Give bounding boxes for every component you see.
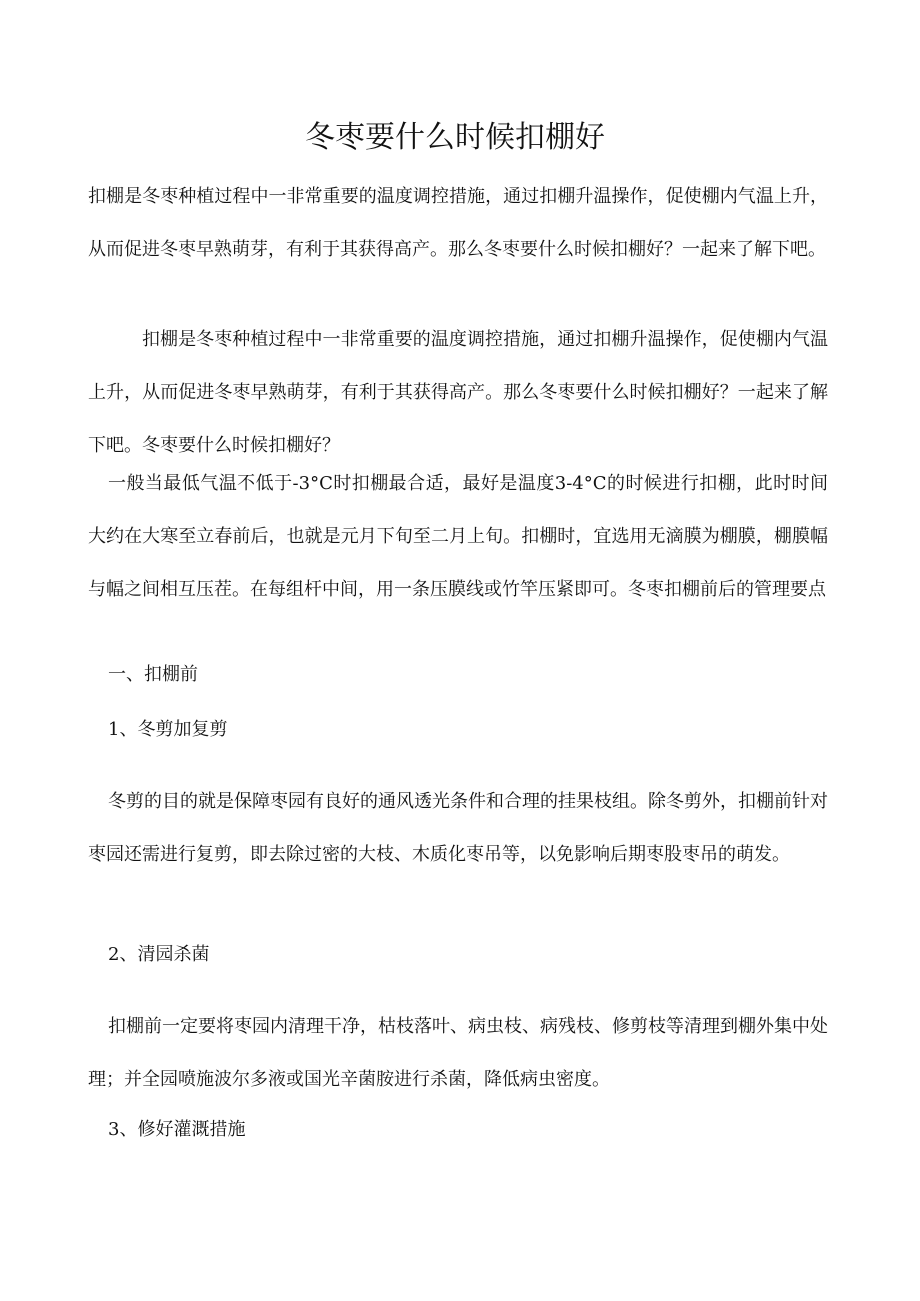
sanitation-paragraph: 扣棚前一定要将枣园内清理干净，枯枝落叶、病虫枝、病残枝、修剪枝等清理到棚外集中处理；并全园喷施波尔多液或国光辛菌胺进行杀菌，降低病虫密度。	[88, 1016, 828, 1090]
intro-paragraph: 扣棚是冬枣种植过程中一非常重要的温度调控措施，通过扣棚升温操作，促使棚内气温上升，从而促进冬枣早熟萌芽，有利于其获得高产。那么冬枣要什么时候扣棚好？一起来了解下吧。	[88, 186, 828, 260]
step-heading-pruning: 1、冬剪加复剪	[108, 719, 228, 740]
step-heading-irrigation: 3、修好灌溉措施	[108, 1119, 246, 1140]
timing-paragraph: 一般当最低气温不低于-3°C时扣棚最合适，最好是温度3-4°C的时候进行扣棚，此时时间大约在大寒至立春前后，也就是元月下旬至二月上旬。扣棚时，宜选用无滴膜为棚膜，棚膜幅与幅之间相互压茬。在每组杆中间，用一条压膜线或竹竿压紧即可。冬枣扣棚前后的管理要点	[88, 473, 828, 600]
pruning-paragraph: 冬剪的目的就是保障枣园有良好的通风透光条件和合理的挂果枝组。除冬剪外，扣棚前针对枣园还需进行复剪，即去除过密的大枝、木质化枣吊等，以免影响后期枣股枣吊的萌发。	[88, 791, 828, 865]
section-heading-before: 一、扣棚前	[108, 664, 198, 685]
intro-repeat-paragraph: 扣棚是冬枣种植过程中一非常重要的温度调控措施，通过扣棚升温操作，促使棚内气温上升，从而促进冬枣早熟萌芽，有利于其获得高产。那么冬枣要什么时候扣棚好？一起来了解下吧。冬枣要什么时候扣棚好？	[88, 329, 828, 456]
step-heading-sanitation: 2、清园杀菌	[108, 944, 210, 965]
document-title: 冬枣要什么时候扣棚好	[305, 120, 605, 155]
